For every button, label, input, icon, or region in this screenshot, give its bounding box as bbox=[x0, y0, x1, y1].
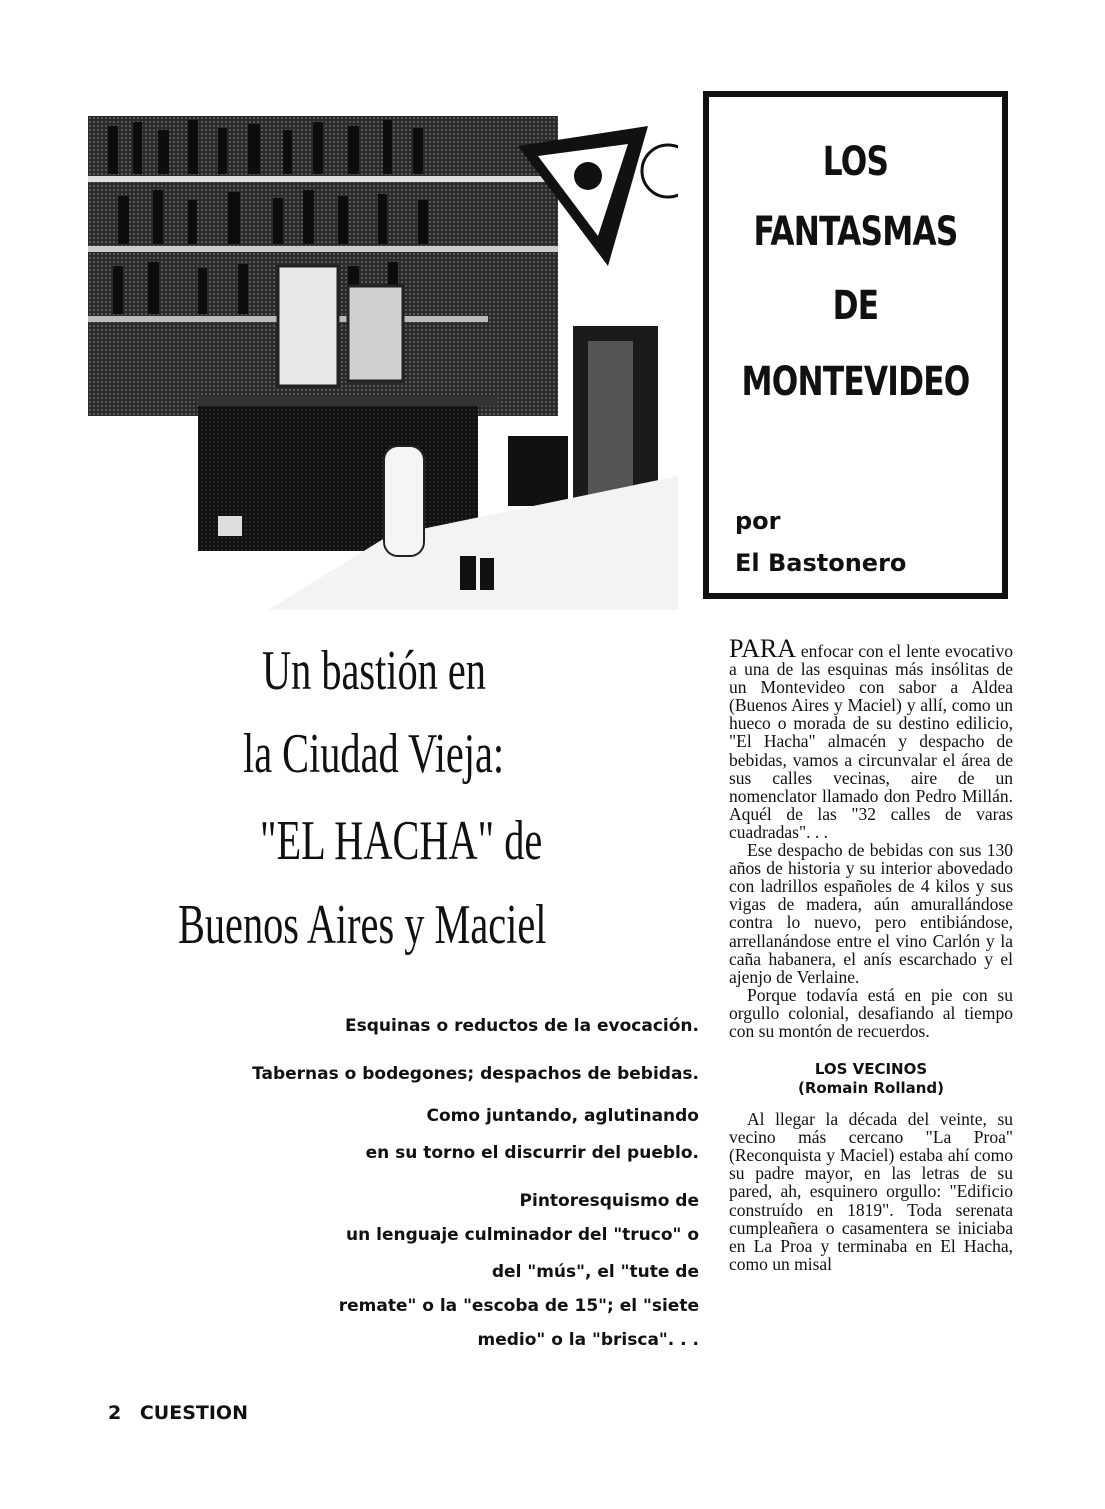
tagline-7: del "mús", el "tute de bbox=[491, 1262, 699, 1282]
tagline-5: Pintoresquismo de bbox=[519, 1191, 699, 1211]
page-footer bbox=[108, 1402, 248, 1424]
headline-line-1: Un bastión en bbox=[262, 640, 486, 702]
title-line-4: MONTEVIDEO bbox=[741, 359, 970, 405]
title-box bbox=[703, 91, 1008, 599]
subhead-author: (Romain Rolland) bbox=[797, 1079, 945, 1098]
byline-author: El Bastonero bbox=[735, 549, 907, 577]
title-line-1: LOS bbox=[822, 139, 889, 185]
headline-line-2: la Ciudad Vieja: bbox=[243, 723, 505, 785]
tagline-9: medio" o la "brisca". . . bbox=[477, 1330, 699, 1350]
paragraph-4: Al llegar la década del veinte, su vecino más cercano "La Proa" (Reconquista y Maciel) estaba ahí como su padre mayor, en las letras de su pared, ah, esquinero orgullo: "Edificio construído en 1819". Toda serenata cumpleañera o casamentera se iniciaba en La Proa y terminaba en El Hacha, como un misal bbox=[729, 1109, 1013, 1274]
paragraph-1-text: enfocar con el lente evocativo a una de las esquinas más insólitas de un Montevideo con sabor a Aldea (Buenos Aires y Maciel) y allí, como un hueco o morada de su destino edilicio, "El Hacha" almacén y despacho de bebidas, vamos a circunvalar el área de sus calles vecinas, aire de un nomenclator llamado don Pedro Millán. Aquél de las "32 calles de varas cuadradas". . . bbox=[729, 641, 1014, 842]
magazine-name: CUESTION bbox=[139, 1402, 248, 1424]
title-line-3: DE bbox=[832, 283, 879, 329]
bar-photo bbox=[88, 116, 678, 610]
page-number: 2 bbox=[108, 1402, 122, 1424]
tagline-6: un lenguaje culminador del "truco" o bbox=[346, 1225, 699, 1245]
paragraph-2: Ese despacho de bebidas con sus 130 años de historia y su interior abovedado con ladrillos españoles de 4 kilos y sus vigas de madera, aún amurallándose contra lo nuevo, pero entibiándose, arrellanándose entre el vino Carlón y la caña habanera, el anís escarchado y el ajenjo de Verlaine. bbox=[729, 840, 1013, 987]
tagline-4: en su torno el discurrir del pueblo. bbox=[365, 1143, 699, 1163]
tagline-1: Esquinas o reductos de la evocación. bbox=[345, 1016, 699, 1036]
subhead-vecinos: LOS VECINOS bbox=[814, 1060, 928, 1079]
tagline-3: Como juntando, aglutinando bbox=[426, 1106, 699, 1126]
body-column bbox=[729, 634, 1014, 1274]
tagline-2: Tabernas o bodegones; despachos de bebidas. bbox=[252, 1064, 699, 1084]
headline-line-4: Buenos Aires y Maciel bbox=[178, 894, 547, 956]
tagline-8: remate" o la "escoba de 15"; el "siete bbox=[338, 1296, 699, 1316]
paragraph-1 bbox=[729, 634, 1014, 842]
title-line-2: FANTASMAS bbox=[753, 209, 958, 255]
headline-line-3: "EL HACHA" de bbox=[260, 810, 543, 872]
drop-cap: PARA bbox=[729, 634, 796, 663]
byline-label: por bbox=[735, 507, 781, 535]
paragraph-3: Porque todavía está en pie con su orgullo colonial, desafiando al tiempo con su montón de recuerdos. bbox=[729, 984, 1013, 1041]
